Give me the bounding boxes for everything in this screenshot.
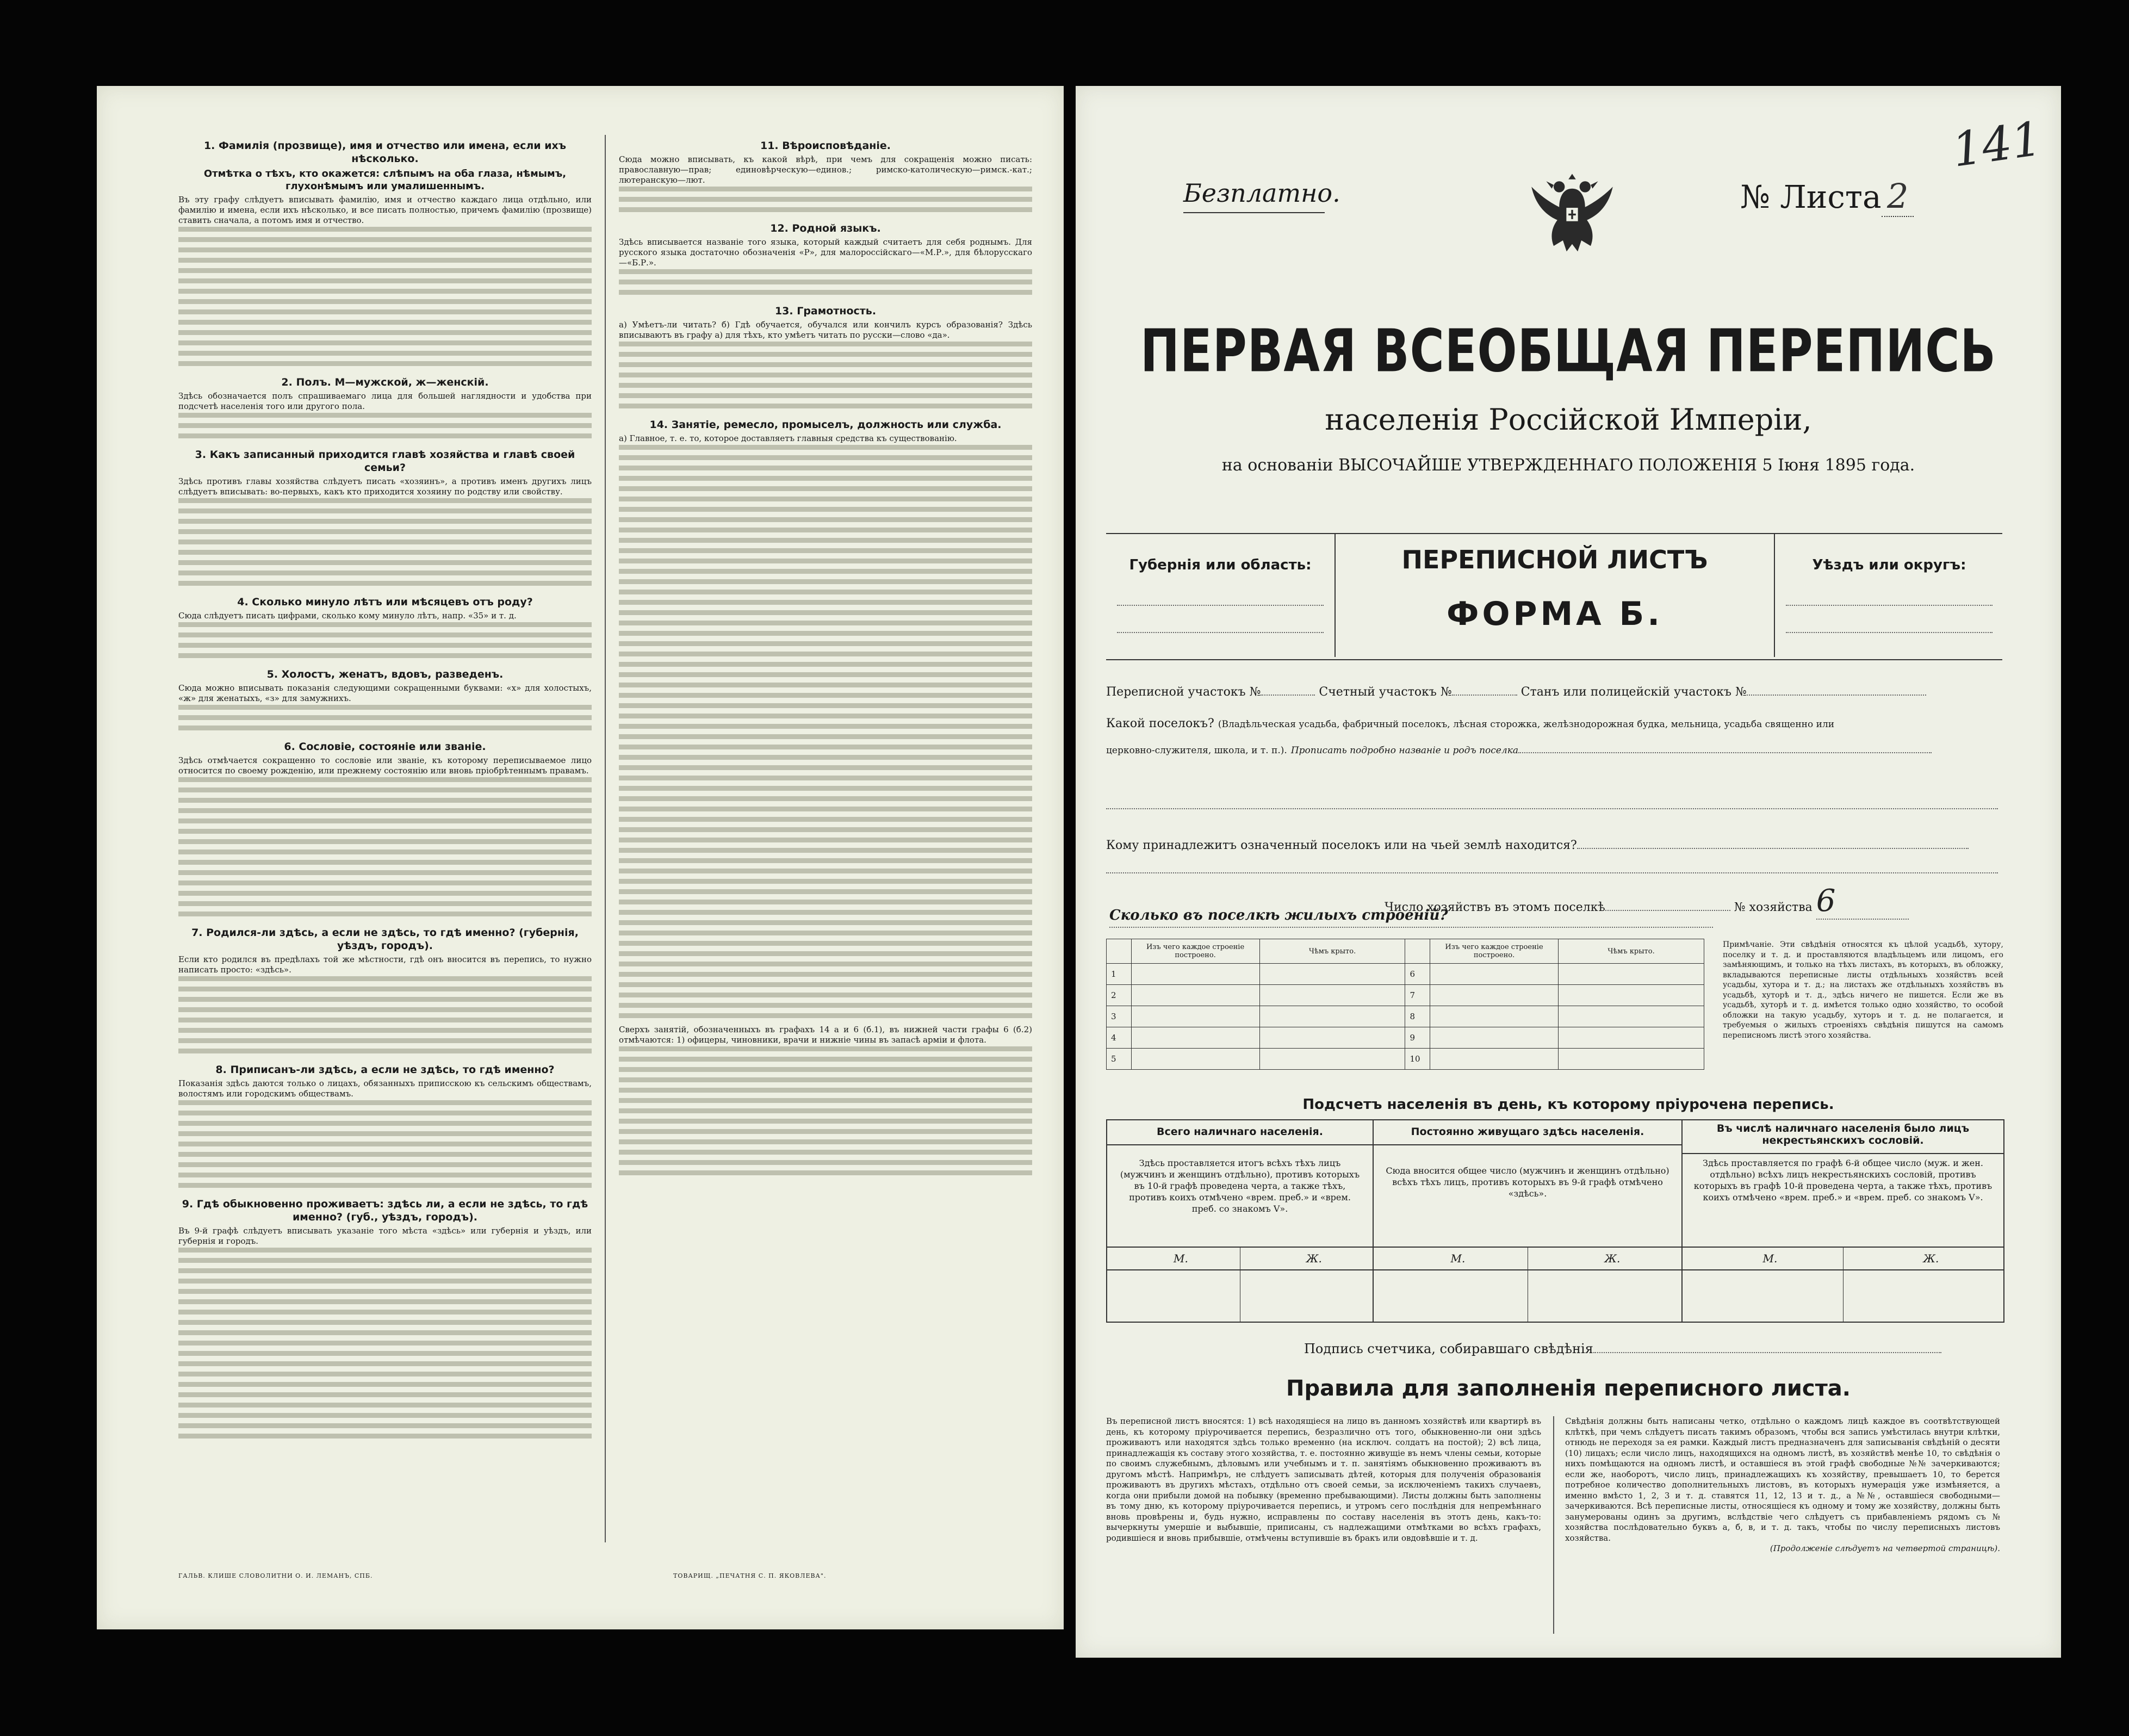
- section-heading: 8. Приписанъ-ли здѣсь, а если не здѣсь, то гдѣ именно?: [215, 1064, 555, 1076]
- free-label: Безплатно.: [1183, 178, 1340, 208]
- handwritten-page-number: 141: [1948, 111, 2045, 178]
- material-header: Изъ чего каждое строеніе построено.: [1430, 939, 1558, 964]
- roof-header: Чѣмъ крыто.: [1259, 939, 1405, 964]
- enumerator-signature-line[interactable]: [1304, 1341, 1941, 1356]
- female-label: Ж.: [1923, 1252, 1939, 1265]
- table-row: [1107, 985, 1704, 1006]
- right-page: [1076, 86, 2061, 1658]
- rules-column-divider: [1553, 1416, 1554, 1634]
- section-text: Сюда можно вписывать, къ какой вѣрѣ, при чемъ для сокращенія можно писать: православную—прав; единовѣрческую—единов.; римско-католическую—римск.-кат.; лютеранскую—лют.: [619, 154, 1032, 185]
- illegible-text-block: [619, 187, 1032, 218]
- sheet-title: ПЕРЕПИСНОЙ ЛИСТЪ: [1401, 545, 1708, 574]
- population-table: [1106, 1119, 2004, 1323]
- section-heading: 12. Родной языкъ.: [770, 222, 881, 234]
- permanent-text: Сюда вносится общее число (мужчинъ и женщинъ отдѣльно) всѣхъ тѣхъ лицъ, противъ которыхъ въ 9-й графѣ отмѣчено «здѣсь».: [1386, 1165, 1669, 1199]
- section-heading: 2. Полъ. М—мужской, ж—женскій.: [281, 376, 489, 388]
- rules-title: Правила для заполненія переписного листа.: [1286, 1376, 1851, 1401]
- section-heading: 13. Грамотность.: [774, 305, 877, 317]
- section-text: Если кто родился въ предѣлахъ той же мѣстности, гдѣ онъ вносится въ перепись, то нужно написать просто: «здѣсь».: [178, 954, 592, 975]
- roof-cell[interactable]: [1559, 985, 1704, 1006]
- row-number: 10: [1405, 1049, 1430, 1070]
- settlement-line-2[interactable]: [1106, 743, 1932, 757]
- section-heading: 3. Какъ записанный приходится главѣ хозяйства и главѣ своей семьи?: [195, 449, 575, 474]
- row-number: 7: [1405, 985, 1430, 1006]
- section-heading: 6. Сословіе, состояніе или званіе.: [284, 741, 486, 753]
- section-text: Сюда можно вписывать показанія следующими сокращенными буквами: «х» для холостыхъ, «ж» для женатыхъ, «з» для замужнихъ.: [178, 683, 592, 703]
- material-cell[interactable]: [1430, 985, 1558, 1006]
- instructions-column-2: [619, 135, 1032, 1548]
- census-title: ПЕРВАЯ ВСЕОБЩАЯ ПЕРЕПИСЬ: [1140, 317, 1996, 386]
- illegible-text-block: [178, 777, 592, 922]
- left-page: [97, 86, 1064, 1629]
- table-row: [1107, 1006, 1704, 1027]
- table-row: [1107, 1049, 1704, 1070]
- total-present-column: [1107, 1120, 1374, 1322]
- owner-blank[interactable]: [1577, 848, 1969, 849]
- material-cell[interactable]: [1430, 964, 1558, 985]
- section-subheading: Отмѣтка о тѣхъ, кто окажется: слѣпымъ на оба глаза, нѣмымъ, глухонѣмымъ или умалишеннымъ.: [203, 168, 567, 192]
- row-number: 9: [1405, 1027, 1430, 1049]
- illegible-text-block: [178, 1248, 592, 1444]
- district-label: Уѣздъ или округъ:: [1812, 557, 1966, 573]
- section-text: Здѣсь обозначается полъ спрашиваемаго лица для большей наглядности и удобства при подсчетѣ населенія того или другого пола.: [178, 391, 592, 411]
- section-text: Сверхъ занятій, обозначенныхъ въ графахъ 14 а и 6 (б.1), въ нижней части графы 6 (б.2) отмѣчаются: 1) офицеры, чиновники, врачи и нижніе чины въ запасѣ арміи и флота.: [619, 1025, 1032, 1045]
- roof-cell[interactable]: [1259, 1049, 1405, 1070]
- illegible-text-block: [619, 445, 1032, 1024]
- material-cell[interactable]: [1131, 1006, 1259, 1027]
- district-dotline: [1786, 632, 1993, 633]
- illegible-text-block: [619, 1046, 1032, 1181]
- buildings-rule: [1109, 927, 1713, 928]
- rules-column-2: [1565, 1416, 2000, 1639]
- section-text: а) Умѣетъ-ли читать? б) Гдѣ обучается, обучался или кончилъ курсъ образованія? Здѣсь вписываютъ въ графу а) для тѣхъ, кто умѣетъ читать по русски—слово «да».: [619, 320, 1032, 340]
- free-label-underline: [1183, 212, 1325, 213]
- section-text: Здѣсь вписывается названіе того языка, который каждый считаетъ для себя роднымъ. Для русского языка достаточно обозначенія «Р», для малороссійскаго—«М.Р.», для бѣлорусскаго—«Б.Р.».: [619, 237, 1032, 268]
- permanent-header: Постоянно живущаго здѣсь населенія.: [1374, 1126, 1681, 1145]
- district-field[interactable]: [1774, 534, 2003, 657]
- section-text: Здѣсь отмѣчается сокращенно то сословіе или званіе, къ которому переписываемое лицо относится по своему рожденію, или прежнему состоянію или вновь пріобрѣтеннымъ правамъ.: [178, 755, 592, 776]
- province-dotline: [1117, 605, 1324, 606]
- row-number: 8: [1405, 1006, 1430, 1027]
- population-title: Подсчетъ населенія въ день, къ которому пріурочена перепись.: [1302, 1096, 1834, 1113]
- police-blank[interactable]: [1747, 695, 1926, 696]
- section-text: Въ 9-й графѣ слѣдуетъ вписывать указаніе того мѣста «здѣсь» или губернія и уѣздъ, или губернія и городъ.: [178, 1226, 592, 1246]
- census-subtitle: населенія Россійской Имперіи,: [1325, 402, 1812, 437]
- material-header: Изъ чего каждое строеніе построено.: [1131, 939, 1259, 964]
- continuation-note: (Продолженіе слѣдуетъ на четвертой страницѣ).: [1770, 1543, 2000, 1553]
- illegible-text-block: [178, 622, 592, 664]
- male-label: М.: [1762, 1252, 1778, 1265]
- non-peasant-column: [1683, 1120, 2003, 1322]
- province-field[interactable]: [1106, 534, 1336, 657]
- settlement-blank-line[interactable]: [1106, 776, 1998, 809]
- settlement-line[interactable]: [1106, 717, 1834, 730]
- owner-question: Кому принадлежитъ означенный поселокъ или на чьей землѣ находится?: [1106, 839, 1577, 852]
- household-number-value: 6: [1816, 883, 1836, 919]
- enumerator-signature-label: Подпись счетчика, собиравшаго свѣдѣнія: [1304, 1341, 1593, 1356]
- material-cell[interactable]: [1430, 1006, 1558, 1027]
- roof-cell[interactable]: [1259, 1006, 1405, 1027]
- illegible-text-block: [178, 413, 592, 444]
- roof-cell[interactable]: [1259, 964, 1405, 985]
- section-text: Сюда слѣдуетъ писать цифрами, сколько кому минуло лѣтъ, напр. «35» и т. д.: [178, 611, 517, 621]
- rules-text-2: Свѣдѣнія должны быть написаны четко, отдѣльно о каждомъ лицѣ каждое въ соотвѣтствующей клѣткѣ, при чемъ слѣдуетъ писать такимъ образомъ, чтобы вся запись умѣстилась внутри клѣтки, отнюдь не переходя за ея рамки. Каждый листъ предназначенъ для записыванія свѣдѣній о десяти (10) лицахъ; если число лицъ, находящихся на одномъ листѣ, въ хозяйствѣ менѣе 10, то свѣдѣнія о нихъ помѣщаются на одномъ листѣ, и оставшіеся въ этой графѣ свободные №№ зачеркиваются; если же, наоборотъ, число лицъ, принадлежащихъ къ хозяйству, превышаетъ 10, то берется потребное количество дополнительныхъ листовъ, въ которыхъ нумерація уже измѣняется, а именно вмѣсто 1, 2, 3 и т. д. ставятся 11, 12, 13 и т. д., а №№, оставшіеся свободными—зачеркиваются. Всѣ переписные листы, относящіеся къ одному и тому же хозяйству, должны быть занумерованы одинъ за другимъ, вслѣдствіе чего слѣдуетъ съ прибавленіемъ рядомъ съ № хозяйства послѣдовательно буквъ а, б, в, и т. д. такъ, чтобы по числу переписныхъ листовъ хозяйства.: [1565, 1416, 2000, 1543]
- female-label: Ж.: [1604, 1252, 1621, 1265]
- signature-blank[interactable]: [1593, 1352, 1941, 1353]
- settlement-hint-3: Прописать подробно названіе и родъ поселка: [1290, 745, 1518, 756]
- table-row: [1107, 1027, 1704, 1049]
- material-cell[interactable]: [1131, 985, 1259, 1006]
- settlement-blank[interactable]: [1518, 752, 1932, 753]
- section-heading: 9. Гдѣ обыкновенно проживаетъ: здѣсь ли, а если не здѣсь, то гдѣ именно? (губ., уѣздъ, городъ).: [182, 1198, 588, 1223]
- illegible-text-block: [178, 498, 592, 591]
- form-title: ФОРМА Б.: [1446, 595, 1664, 633]
- buildings-table: [1106, 939, 1704, 1070]
- district-dotline: [1786, 605, 1993, 606]
- roof-cell[interactable]: [1559, 1006, 1704, 1027]
- households-blank[interactable]: [1605, 910, 1730, 911]
- section-text: Въ эту графу слѣдуетъ вписывать фамилію, имя и отчество каждаго лица отдѣльно, или фамилію и имена, если ихъ нѣсколько, и все писать полностью, причемъ фамилію (прозвище) ставить сначала, а потомъ имя и отчество.: [178, 195, 592, 225]
- total-present-header: Всего наличнаго населенія.: [1107, 1126, 1373, 1145]
- header-box: [1106, 533, 2002, 660]
- row-number: 2: [1107, 985, 1132, 1006]
- illegible-text-block: [178, 705, 592, 736]
- section-heading: 5. Холостъ, женатъ, вдовъ, разведенъ.: [266, 668, 504, 680]
- roof-cell[interactable]: [1559, 1027, 1704, 1049]
- instructions-column-1: [178, 135, 592, 1548]
- roof-cell[interactable]: [1559, 1049, 1704, 1070]
- section-heading: 7. Родился-ли здѣсь, а если не здѣсь, то гдѣ именно? (губернія, уѣздъ, городъ).: [191, 927, 579, 952]
- row-number: 3: [1107, 1006, 1132, 1027]
- table-row: [1107, 964, 1704, 985]
- printer-credit-right: ТОВАРИЩ. „ПЕЧАТНЯ С. П. ЯКОВЛЕВА".: [673, 1572, 827, 1579]
- precinct-line[interactable]: [1106, 685, 1926, 699]
- section-heading: 11. Вѣроисповѣданіе.: [760, 140, 891, 152]
- illegible-text-block: [619, 342, 1032, 414]
- household-number-label: № хозяйства: [1734, 901, 1813, 914]
- roof-cell[interactable]: [1559, 964, 1704, 985]
- non-peasant-header: Въ числѣ наличнаго населенія было лицъ некрестьянскихъ сословій.: [1683, 1123, 2003, 1154]
- settlement-hint-2: церковно-служителя, школа, и т. п.).: [1106, 745, 1287, 756]
- households-label: Число хозяйствъ въ этомъ поселкѣ: [1385, 901, 1605, 914]
- owner-blank-line[interactable]: [1106, 856, 1998, 873]
- owner-line[interactable]: [1106, 839, 1969, 852]
- rules-text-1: Въ переписной листъ вносятся: 1) всѣ находящіеся на лицо въ данномъ хозяйствѣ или квартирѣ въ день, къ которому пріурочивается перепись, безразлично отъ того, обыкновенно-ли они здѣсь проживаютъ или находятся здѣсь только временно (на исключ. солдатъ на постой); 2) всѣ лица, принадлежащія къ составу этого хозяйства, т. е. постоянно живущіе въ немъ члены семьи, которые по своимъ служебнымъ, дѣловымъ или учебнымъ и т. п. занятіямъ обыкновенно проживаютъ въ другомъ мѣстѣ. Напримѣръ, не слѣдуетъ записывать дѣтей, которыя для полученія образованія проживаютъ въ другихъ мѣстахъ, отдѣльно отъ своей семьи, за исключеніемъ такихъ случаевъ, когда они прибыли домой на побывку (временно пребывающими). Листы должны быть заполнены въ тому дню, къ которому пріурочивается перепись, и утромъ сего послѣднія для непремѣннаго вновь провѣрены и, будь нужно, исправлены по составу населенія въ этотъ день, какъ-то: вычеркнуты умершіе и выбывшіе, приписаны, съ надлежащими отмѣтками во всѣхъ графахъ, родившіеся и вновь прибывшіе, отмѣчены вступившіе въ бракъ или овдовѣвшіе и т. д.: [1106, 1416, 1541, 1543]
- illegible-text-block: [178, 976, 592, 1059]
- roof-cell[interactable]: [1259, 1027, 1405, 1049]
- material-cell[interactable]: [1131, 1049, 1259, 1070]
- permanent-column: [1374, 1120, 1683, 1322]
- row-number: 6: [1405, 964, 1430, 985]
- buildings-note: Примѣчаніе. Эти свѣдѣнія относятся къ цѣлой усадьбѣ, хутору, поселку и т. д. и проставляются владѣльцемъ или лицомъ, его замѣняющимъ, и только на тѣхъ листахъ, въ которыхъ, въ обложку, вкладываются переписные листы отдѣльныхъ хозяйствъ всей усадьбы, хутора и т. д.; на листахъ же отдѣльныхъ хозяйствъ въ усадьбѣ, хуторѣ и т. д., здѣсь ничего не пишется. Если же въ усадьбѣ, хуторѣ и т. д. имѣется только одно хозяйство, то особой обложки на такую усадьбу, хуторъ и т. д. не полагается, и требуемыя о жилыхъ строеніяхъ свѣдѣнія пишутся на самомъ переписномъ листѣ этого хозяйства.: [1723, 940, 2003, 1040]
- column-divider: [605, 135, 606, 1542]
- roof-cell[interactable]: [1259, 985, 1405, 1006]
- section-heading: 14. Занятіе, ремесло, промыселъ, должность или служба.: [649, 419, 1002, 431]
- rules-column-1: [1106, 1416, 1541, 1639]
- row-number: 4: [1107, 1027, 1132, 1049]
- precinct-label: Переписной участокъ №: [1106, 685, 1261, 699]
- census-legal-basis: на основаніи ВЫСОЧАЙШЕ УТВЕРЖДЕННАГО ПОЛОЖЕНІЯ 5 Іюня 1895 года.: [1221, 456, 1915, 475]
- province-label: Губернія или область:: [1129, 557, 1312, 573]
- illegible-text-block: [619, 269, 1032, 300]
- material-cell[interactable]: [1430, 1049, 1558, 1070]
- section-text: Здѣсь противъ главы хозяйства слѣдуетъ писать «хозяинъ», а противъ именъ другихъ лицъ слѣдуетъ вписывать: во-первыхъ, какъ кто приходится хозяину по родству или свойству.: [178, 476, 592, 497]
- female-label: Ж.: [1306, 1252, 1322, 1265]
- sheet-number-value: 2: [1882, 176, 1914, 217]
- precinct-blank[interactable]: [1261, 695, 1315, 696]
- count-area-label: Счетный участокъ №: [1319, 685, 1452, 699]
- section-heading: 4. Сколько минуло лѣтъ или мѣсяцевъ отъ роду?: [237, 596, 533, 608]
- total-present-text: Здѣсь проставляется итогъ всѣхъ тѣхъ лицъ (мужчинъ и женщинъ отдѣльно), противъ которыхъ въ 10-й графѣ проведена черта, а также тѣхъ, противъ коихъ отмѣчено «врем. преб.» и «врем. преб. со знакомъ V».: [1120, 1158, 1360, 1214]
- row-number: 1: [1107, 964, 1132, 985]
- police-label: Станъ или полицейскій участокъ №: [1520, 685, 1747, 699]
- section-text: Показанія здѣсь даются только о лицахъ, обязанныхъ приписскою къ сельскимъ обществамъ, волостямъ или городскимъ обществамъ.: [178, 1078, 592, 1099]
- buildings-title: Сколько въ поселкѣ жилыхъ строеній?: [1109, 907, 1448, 923]
- count-area-blank[interactable]: [1452, 695, 1517, 696]
- illegible-text-block: [178, 1100, 592, 1193]
- households-line[interactable]: [1385, 883, 1909, 920]
- section-heading: 1. Фамилія (прозвище), имя и отчество или имена, если ихъ нѣсколько.: [203, 140, 567, 165]
- sheet-number-label: № Листа: [1740, 178, 1882, 215]
- non-peasant-text: Здѣсь проставляется по графѣ 6-й общее число (муж. и жен. отдѣльно) всѣхъ лицъ некрестьянскихъ сословій, противъ которыхъ въ графѣ 10-й проведена черта, а также тѣхъ, противъ коихъ отмѣчено «врем. преб.» и «врем. преб. со знакомъ V».: [1693, 1158, 1993, 1202]
- province-dotline: [1117, 632, 1324, 633]
- material-cell[interactable]: [1430, 1027, 1558, 1049]
- section-text: а) Главное, т. е. то, которое доставляетъ главныя средства къ существованію.: [619, 433, 957, 443]
- illegible-text-block: [178, 227, 592, 371]
- household-number-field[interactable]: [1816, 883, 1909, 920]
- roof-header: Чѣмъ крыто.: [1559, 939, 1704, 964]
- male-label: М.: [1174, 1252, 1188, 1265]
- material-cell[interactable]: [1131, 964, 1259, 985]
- settlement-hint: (Владѣльческая усадьба, фабричный поселокъ, лѣсная сторожка, желѣзнодорожная будка, мельница, усадьба священно или: [1218, 719, 1835, 730]
- material-cell[interactable]: [1131, 1027, 1259, 1049]
- double-headed-eagle-icon: [1526, 166, 1618, 259]
- row-number: 5: [1107, 1049, 1132, 1070]
- male-label: М.: [1450, 1252, 1466, 1265]
- printer-credit-left: ГАЛЬВ. КЛИШЕ СЛОВОЛИТНИ О. И. ЛЕМАНЪ, СПБ.: [178, 1572, 373, 1579]
- settlement-question: Какой поселокъ?: [1106, 717, 1214, 730]
